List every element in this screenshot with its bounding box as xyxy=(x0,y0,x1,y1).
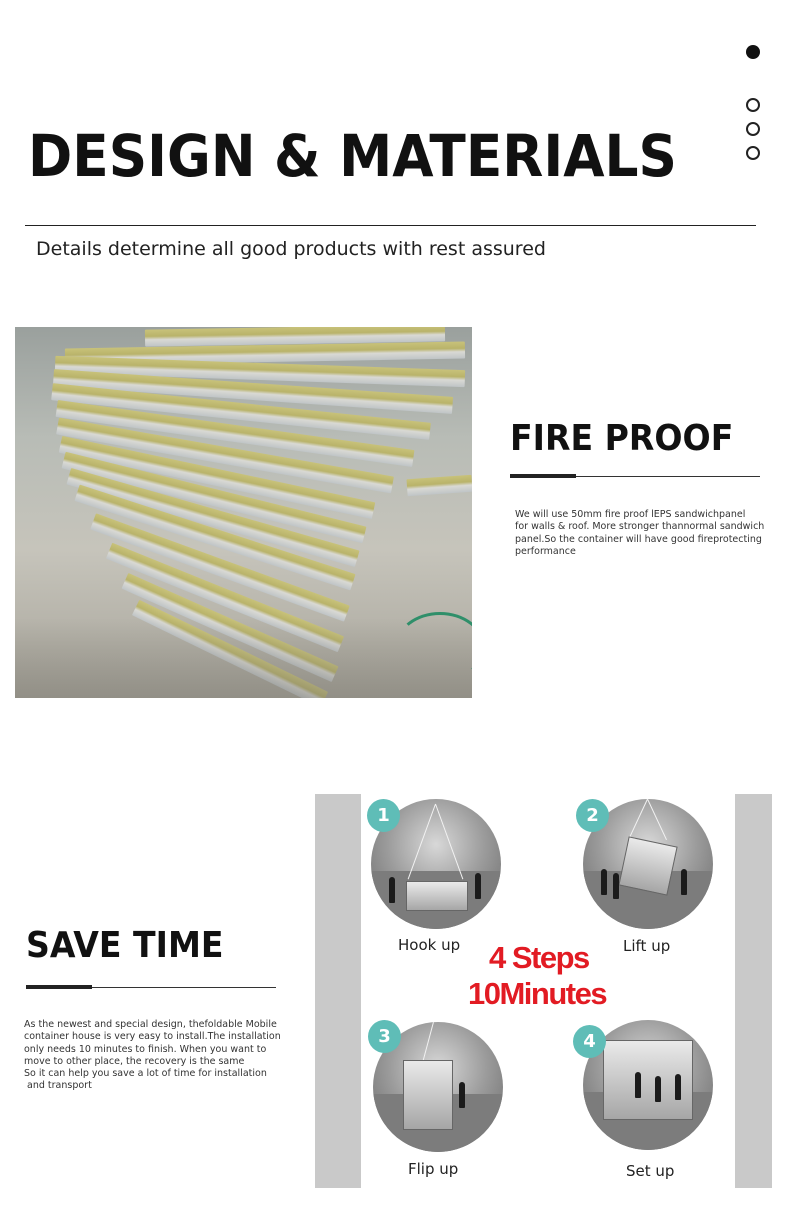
step-4-label: Set up xyxy=(626,1162,675,1180)
step-2-badge: 2 xyxy=(576,799,609,832)
title-divider xyxy=(25,225,756,226)
pagination-dot[interactable] xyxy=(746,146,760,160)
installation-steps-graphic xyxy=(315,794,772,1188)
fire-proof-description xyxy=(515,509,775,558)
save-time-description xyxy=(24,1019,294,1093)
steps-headline-time: 10Minutes xyxy=(468,976,607,1011)
step-2-label: Lift up xyxy=(623,937,671,955)
save-time-line: As the newest and special design, thefoldable Mobile xyxy=(24,1019,277,1030)
fire-proof-divider-accent xyxy=(510,474,576,478)
steps-headline-count: 4 Steps xyxy=(489,940,589,975)
step-1-badge: 1 xyxy=(367,799,400,832)
page-title: DESIGN & MATERIALS xyxy=(28,122,677,190)
step-3-badge: 3 xyxy=(368,1020,401,1053)
steps-side-bar xyxy=(735,794,772,1188)
fire-proof-line: We will use 50mm fire proof lEPS sandwichpanel xyxy=(515,509,746,520)
save-time-line: and transport xyxy=(24,1080,92,1092)
step-1-label: Hook up xyxy=(398,936,461,954)
fire-proof-title: FIRE PROOF xyxy=(510,418,734,459)
pagination-dot[interactable] xyxy=(746,98,760,112)
pagination-dot[interactable] xyxy=(746,122,760,136)
pagination-dot-active[interactable] xyxy=(746,45,760,59)
fire-proof-line: panel.So the container will have good fireprotecting xyxy=(515,533,762,545)
steps-side-bar xyxy=(315,794,361,1188)
save-time-divider-accent xyxy=(26,985,92,989)
fire-proof-line: performance xyxy=(515,545,576,557)
sandwich-panel-photo xyxy=(15,327,472,698)
step-3-label: Flip up xyxy=(408,1160,459,1178)
save-time-line: move to other place, the recovery is the same xyxy=(24,1055,245,1067)
save-time-line: only needs 10 minutes to finish. When you want to xyxy=(24,1043,267,1055)
fire-proof-line: for walls & roof. More stronger thannormal sandwich xyxy=(515,521,765,533)
save-time-line: So it can help you save a lot of time for installation xyxy=(24,1068,267,1080)
save-time-title: SAVE TIME xyxy=(26,925,224,966)
step-4-badge: 4 xyxy=(573,1025,606,1058)
page-subtitle: Details determine all good products with rest assured xyxy=(36,238,546,260)
save-time-line: container house is very easy to install.The installation xyxy=(24,1031,281,1043)
